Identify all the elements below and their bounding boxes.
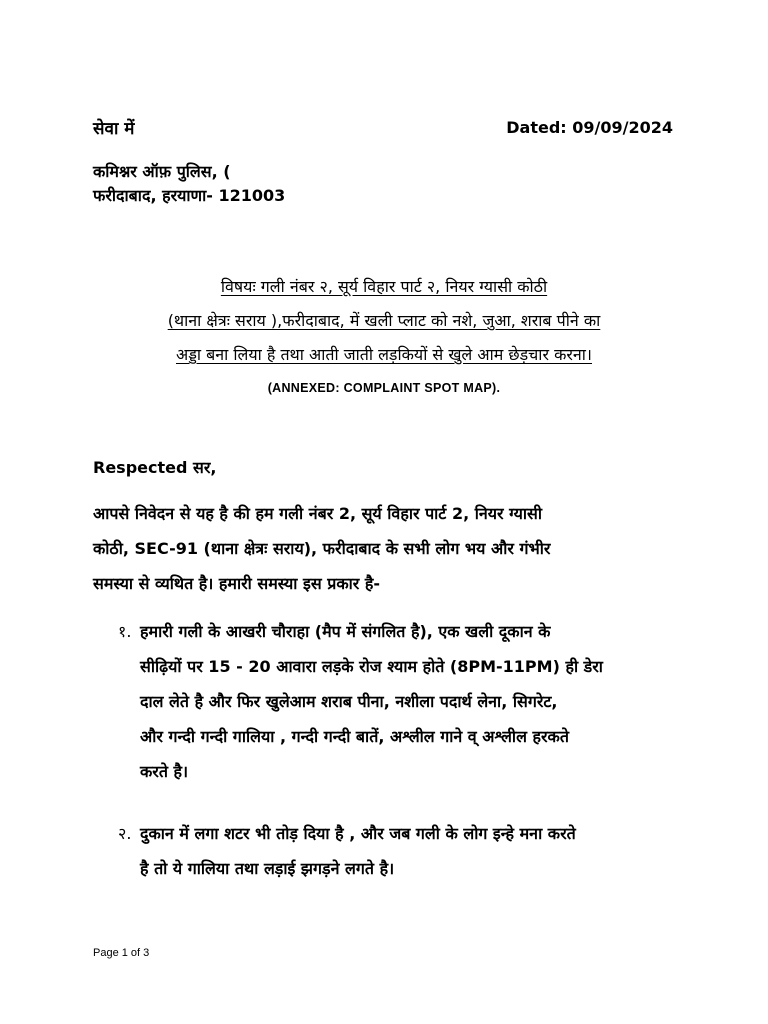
list-item-number: २.	[118, 824, 132, 843]
addressee-line-1: कमिश्नर ऑफ़ पुलिस, (	[93, 162, 231, 181]
list-item-line: करते है।	[140, 762, 189, 781]
list-item-number: १.	[118, 622, 132, 641]
subject-block	[60, 270, 708, 372]
list-item-line: सीढ़ियों पर 15 - 20 आवारा लड़के रोज श्याम होते (8PM-11PM) ही डेरा	[140, 657, 603, 676]
subject-line: अड्डा बना लिया है तथा आती जाती लड़कियों से खुले आम छेड़चार करना।	[175, 345, 592, 364]
list-item-line: हमारी गली के आखरी चौराहा (मैप में संगलित है), एक खली दूकान के	[140, 622, 551, 641]
subject-line: विषयः गली नंबर २, सूर्य विहार पार्ट २, नियर ग्यासी कोठी	[220, 277, 548, 296]
salutation-to: सेवा में	[93, 119, 135, 139]
list-item-body	[140, 816, 576, 886]
intro-line: कोठी, SEC-91 (थाना क्षेत्रः सराय), फरीदाबाद के सभी लोग भय और गंभीर	[93, 539, 551, 558]
subject-line: (थाना क्षेत्रः सराय ),फरीदाबाद, में खली प्लाट को नशे, जुआ, शराब पीने का	[167, 311, 601, 330]
list-item-line: दुकान में लगा शटर भी तोड़ दिया है , और जब गली के लोग इन्हे मना करते	[140, 824, 576, 843]
list-item-line: और गन्दी गन्दी गालिया , गन्दी गन्दी बातें, अश्लील गाने व् अश्लील हरकते	[140, 727, 569, 746]
date-line: Dated: 09/09/2024	[506, 118, 673, 137]
intro-paragraph	[93, 496, 683, 601]
annexure-note: (ANNEXED: COMPLAINT SPOT MAP).	[267, 381, 501, 395]
list-item-body	[140, 614, 603, 789]
page-number: Page 1 of 3	[93, 947, 150, 959]
greeting: Respected सर,	[93, 458, 217, 477]
list-item-line: दाल लेते है और फिर खुलेआम शराब पीना, नशीला पदार्थ लेना, सिगरेट,	[140, 692, 558, 711]
addressee-line-2: फरीदाबाद, हरयाणा- 121003	[93, 186, 286, 205]
intro-line: आपसे निवेदन से यह है की हम गली नंबर 2, सूर्य विहार पार्ट 2, नियर ग्यासी	[93, 504, 543, 523]
list-item-line: है तो ये गालिया तथा लड़ाई झगड़ने लगते है।	[140, 859, 395, 878]
intro-line: समस्या से व्यथित है। हमारी समस्या इस प्रकार है-	[93, 574, 381, 593]
